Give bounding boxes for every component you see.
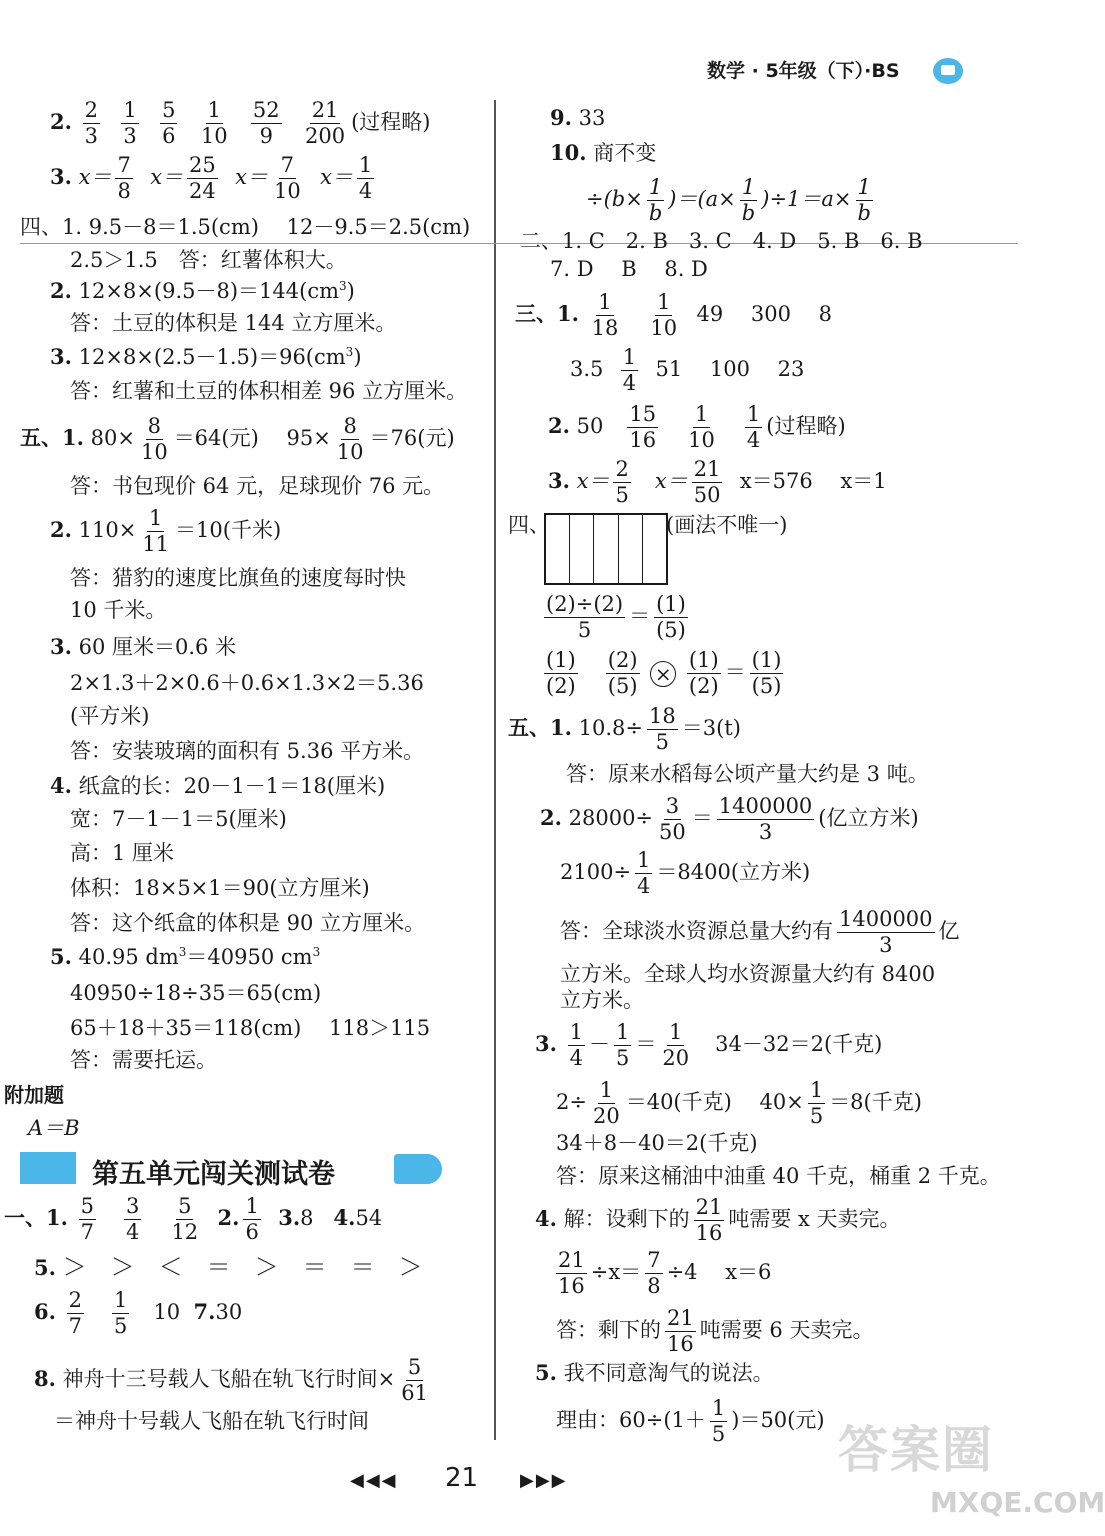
- answer-line: $\frac{(1)}{(2)}$ $\frac{(2)}{(5)}$ × $\frac{(1)}{(2)}$ ＝ $\frac{(1)}{(5)}$: [546, 648, 782, 698]
- answer-line: ＝神舟十号载人飞船在轨飞行时间: [54, 1409, 369, 1433]
- answer-line: 答：这个纸盒的体积是 90 立方厘米。: [70, 911, 426, 935]
- answer-line: 3. $12\times 8\times(2.5-1.5)=96(cm^3)$: [50, 344, 362, 369]
- answer-line: 一、1. $\frac{5}{7}$ $\frac{3}{4}$ $\frac{5}{12}$ 2. $\frac{1}{6}$ 3.8 4.54: [4, 1194, 383, 1244]
- answer-line: 5. 我不同意淘气的说法。: [535, 1360, 774, 1385]
- answer-line: 3. 60 厘米＝0.6 米: [50, 634, 237, 659]
- answer-line: 9. 33: [550, 105, 606, 130]
- answer-line: 5. 40.95 $dm^3=40950$ $cm^3$: [50, 944, 321, 969]
- answer-line: $\frac{21}{16}$ ÷x＝ $\frac{7}{8}$ ÷4 x＝6: [558, 1248, 772, 1298]
- answer-line: 宽：7－1－1＝5(厘米): [70, 807, 287, 831]
- answer-line: 体积：18×5×1＝90(立方厘米): [70, 876, 370, 900]
- answer-line: 34＋8－40＝2(千克): [556, 1131, 758, 1155]
- answer-line: 3. $\frac{1}{4}$ － $\frac{1}{5}$ ＝ $\frac{1}{20}$ 34－32＝2(千克): [535, 1020, 883, 1070]
- answer-line: 答：猎豹的速度比旗鱼的速度每时快: [70, 566, 406, 590]
- answer-line: 答：土豆的体积是 144 立方厘米。: [70, 311, 397, 335]
- book-logo-icon: [933, 58, 963, 84]
- answer-line: 答：剩下的 $\frac{21}{16}$ 吨需要 6 天卖完。: [556, 1306, 874, 1356]
- answer-line: 2. 28000÷ $\frac{3}{50}$ ＝ $\frac{1400000}{3}$ (亿立方米): [540, 794, 919, 844]
- answer-line: 10. 商不变: [550, 140, 657, 165]
- answer-line: 2.5＞1.5 答：红薯体积大。: [70, 248, 347, 272]
- answer-line: 3.5 $\frac{1}{4}$ 51 100 23: [570, 345, 805, 395]
- answer-line: 2. $12\times 8\times(9.5-8)=144(cm^3)$: [50, 278, 355, 303]
- title-decoration: [394, 1154, 442, 1184]
- answer-line: A＝B: [28, 1116, 80, 1140]
- answer-line: 2÷ $\frac{1}{20}$ ＝40(千克) 40× $\frac{1}{5}$ ＝8(千克): [556, 1078, 922, 1128]
- fraction-drawing: [544, 513, 668, 585]
- answer-line: 答：红薯和土豆的体积相差 96 立方厘米。: [70, 379, 468, 403]
- answer-line: 2×1.3＋2×0.6＋0.6×1.3×2＝5.36: [70, 671, 424, 695]
- answer-line: 高：1 厘米: [70, 841, 175, 865]
- page-header: 数学 · 5年级（下）·BS: [707, 60, 900, 82]
- answer-line: 三、1. $\frac{1}{18}$ $\frac{1}{10}$ 49 300 8: [515, 290, 832, 340]
- answer-line: 6. $\frac{2}{7}$ $\frac{1}{5}$ 10 7.30: [34, 1288, 243, 1338]
- answer-line: 8. 神舟十三号载人飞船在轨飞行时间× $\frac{5}{61}$: [34, 1355, 428, 1405]
- answer-line: $\frac{(2)\div(2)}{5}$ ＝ $\frac{(1)}{(5)}$: [546, 592, 686, 642]
- answer-line: 40950÷18÷35＝65(cm): [70, 981, 322, 1005]
- answer-line: 5. ＞ ＞ ＜ ＝ ＞ ＝ ＝ ＞: [34, 1253, 423, 1281]
- answer-line: (画法不唯一): [666, 513, 788, 537]
- prev-arrows-icon: ◀◀◀: [350, 1470, 398, 1491]
- answer-line: 答：安装玻璃的面积有 5.36 平方米。: [70, 739, 425, 763]
- answer-line: 立方米。全球人均水资源量大约有 8400: [560, 962, 936, 986]
- answer-line: 理由：60÷(1＋ $\frac{1}{5}$ )＝50(元): [556, 1396, 825, 1446]
- section-heading: 附加题: [4, 1083, 64, 1107]
- answer-line: 五、1. 10.8÷ $\frac{18}{5}$ ＝3(t): [508, 704, 741, 754]
- answer-line: 3. x＝ $\frac{7}{8}$ x＝ $\frac{25}{24}$ x＝ $\frac{7}{10}$ x＝ $\frac{1}{4}$: [50, 153, 373, 203]
- answer-line: 2100÷ $\frac{1}{4}$ ＝8400(立方米): [560, 848, 811, 898]
- answer-line: (平方米): [70, 704, 150, 728]
- title-decoration: [20, 1152, 76, 1184]
- answer-line: ÷(b× $\frac{1}{b}$ )＝(a× $\frac{1}{b}$ )÷1＝a× $\frac{1}{b}$: [586, 175, 871, 225]
- answer-line: 答：原来水稻每公顷产量大约是 3 吨。: [566, 762, 929, 786]
- answer-line: 2. 110× $\frac{1}{11}$ ＝10(千米): [50, 506, 282, 556]
- answer-line: 7. D B 8. D: [550, 257, 708, 281]
- answer-line: 五、1. 80× $\frac{8}{10}$ ＝64(元) 95× $\frac{8}{10}$ ＝76(元): [20, 414, 455, 464]
- next-arrows-icon: ▶▶▶: [520, 1470, 568, 1491]
- answer-line: 四、: [508, 513, 550, 537]
- answer-line: 3. x＝ $\frac{2}{5}$ x＝ $\frac{21}{50}$ x＝576 x＝1: [548, 457, 887, 507]
- answer-line: 2. 50 $\frac{15}{16}$ $\frac{1}{10}$ $\frac{1}{4}$ (过程略): [548, 402, 846, 452]
- answer-line: 立方米。: [560, 988, 644, 1012]
- watermark-logo: 答案圈: [838, 1421, 994, 1479]
- watermark-domain: MXQE.COM: [930, 1486, 1105, 1519]
- answer-line: 答：书包现价 64 元，足球现价 76 元。: [70, 474, 445, 498]
- answer-line: 65＋18＋35＝118(cm) 118＞115: [70, 1016, 431, 1040]
- answer-line: 答：全球淡水资源总量大约有 $\frac{1400000}{3}$ 亿: [560, 907, 960, 957]
- answer-line: 4. 纸盒的长：20－1－1＝18(厘米): [50, 773, 386, 798]
- answer-line: 二、1. C 2. B 3. C 4. D 5. B 6. B: [520, 229, 923, 253]
- answer-line: 四、1. 9.5－8＝1.5(cm) 12－9.5＝2.5(cm): [20, 215, 471, 239]
- answer-line: 答：需要托运。: [70, 1048, 217, 1072]
- multiply-circle-icon: ×: [650, 661, 676, 687]
- answer-line: 4. 解：设剩下的 $\frac{21}{16}$ 吨需要 x 天卖完。: [535, 1195, 901, 1245]
- answer-line: 2. $\frac{2}{3}$ $\frac{1}{3}$ $\frac{5}{6}$ $\frac{1}{10}$ $\frac{52}{9}$ $\frac{21}{200}$ (过程略): [50, 98, 431, 148]
- page-number: 21: [445, 1463, 479, 1493]
- column-divider: [494, 100, 496, 1440]
- answer-line: 答：原来这桶油中油重 40 千克，桶重 2 千克。: [556, 1164, 1001, 1188]
- section-title: 第五单元闯关测试卷: [92, 1159, 335, 1190]
- answer-line: 10 千米。: [70, 598, 167, 622]
